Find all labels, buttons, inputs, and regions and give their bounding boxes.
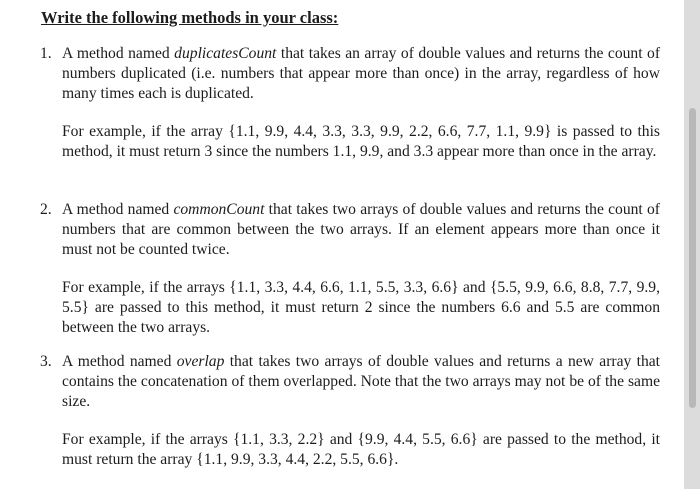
page-heading: Write the following methods in your class: <box>41 8 339 27</box>
method-name: overlap <box>176 353 225 370</box>
item-number: 3. <box>40 353 52 370</box>
method-example: For example, if the array {1.1, 9.9, 4.4, 3.3, 3.3, 9.9, 2.2, 6.6, 7.7, 1.1, 9.9} is passed to this method, it must return 3 since the numbers 1.1, 9.9, and 3.3 appear more than once in the array. <box>62 123 660 160</box>
method-description <box>62 200 660 260</box>
description-text: that takes two arrays of double values and returns the count of numbers that are common between the two arrays. If an element appears more than once it must not be counted twice. <box>62 201 660 258</box>
intro-text: A method named <box>62 45 175 62</box>
description-text: that takes two arrays of double values and returns a new array that contains the concatenation of them overlapped. Note that the two arrays may not be of the same size. <box>62 353 661 410</box>
method-item-overlap <box>40 352 660 470</box>
item-number: 2. <box>40 201 52 218</box>
scrollbar-track[interactable] <box>684 0 700 489</box>
method-example: For example, if the arrays {1.1, 3.3, 2.2} and {9.9, 4.4, 5.5, 6.6} are passed to the method, it must return the array {1.1, 9.9, 3.3, 4.4, 2.2, 5.5, 6.6}. <box>62 431 660 468</box>
method-item-duplicates-count <box>40 44 660 162</box>
method-description <box>62 352 660 412</box>
method-example: For example, if the arrays {1.1, 3.3, 4.4, 6.6, 1.1, 5.5, 3.3, 6.6} and {5.5, 9.9, 6.6, 8.8, 7.7, 9.9, 5.5} are passed to this method, it must return 2 since the numbers 6.6 and 5.5 are common between the two arrays. <box>62 279 660 336</box>
scrollbar-thumb[interactable] <box>689 108 696 408</box>
item-number: 1. <box>40 45 52 62</box>
intro-text: A method named <box>62 353 177 370</box>
method-name: commonCount <box>173 201 265 218</box>
description-text: that takes an array of double values and returns the count of numbers duplicated (i.e. numbers that appear more than once) in the array, regardless of how many times each is duplicated. <box>62 45 661 102</box>
intro-text: A method named <box>62 201 174 218</box>
method-item-common-count <box>40 200 660 338</box>
method-name: duplicatesCount <box>174 45 277 62</box>
method-description <box>62 44 660 104</box>
